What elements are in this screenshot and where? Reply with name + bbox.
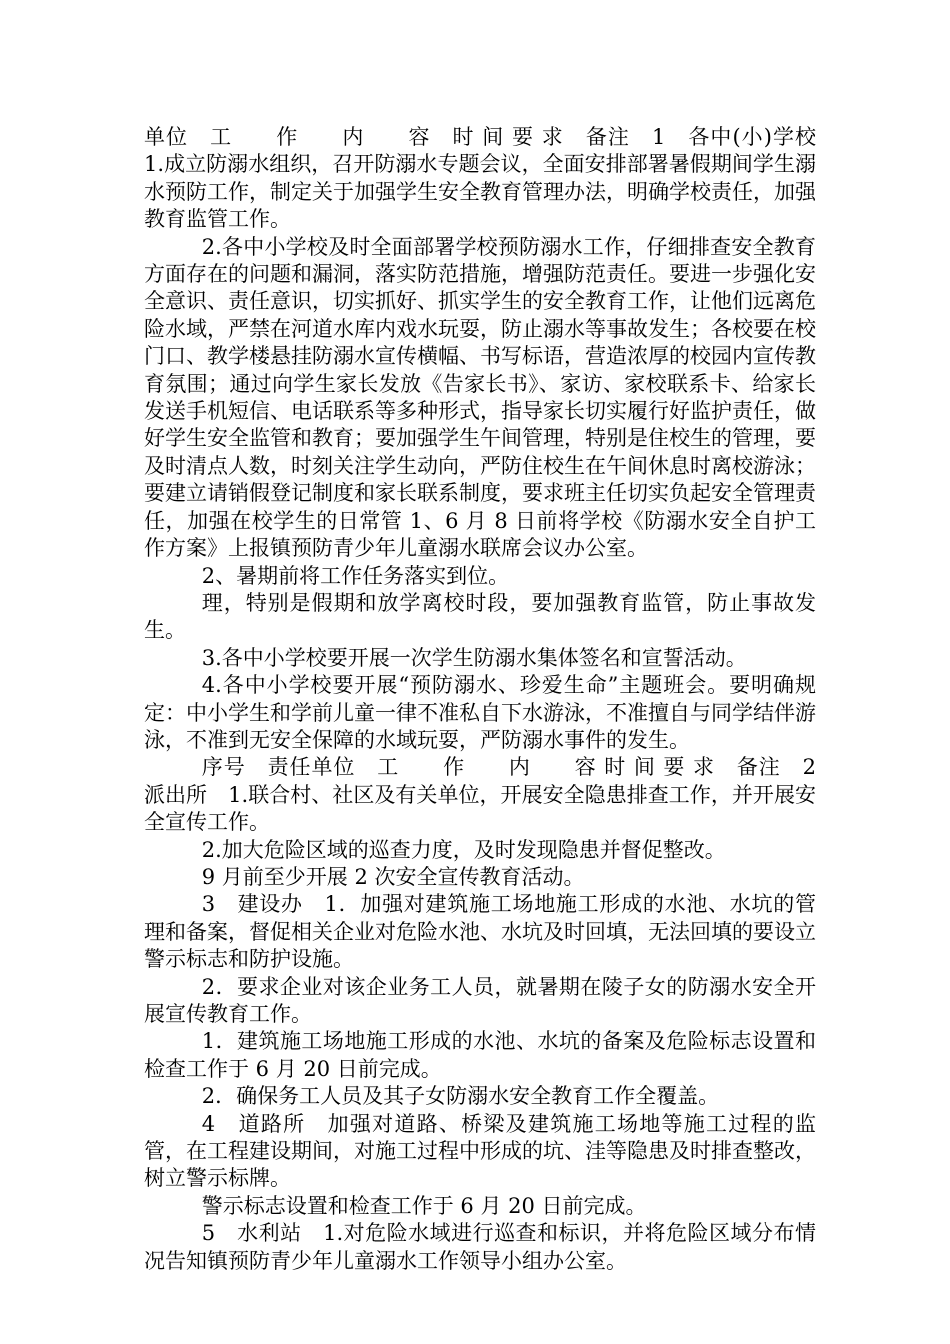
- paragraph-11: 2．要求企业对该企业务工人员，就暑期在陵子女的防溺水安全开展宣传教育工作。: [144, 974, 816, 1026]
- document-page: [144, 124, 837, 1275]
- paragraph-2: 2.各中小学校及时全面部署学校预防溺水工作，仔细排查安全教育方面存在的问题和漏洞，落实防范措施，增强防范责任。要进一步强化安全意识、责任意识，切实抓好、抓实学生的安全教育工作，让他们远离危险水域，严禁在河道水库内戏水玩耍，防止溺水等事故发生；各校要在校门口、教学楼悬挂防溺水宣传横幅、书写标语，营造浓厚的校园内宣传教育氛围；通过向学生家长发放《告家长书》、家访、家校联系卡、给家长发送手机短信、电话联系等多种形式，指导家长切实履行好监护责任，做好学生安全监管和教育；要加强学生午间管理，特别是住校生的管理，要及时清点人数，时刻关注学生动向，严防住校生在午间休息时离校游泳；要建立请销假登记制度和家长联系制度，要求班主任切实负起安全管理责任，加强在校学生的日常管 1、6 月 8 日前将学校《防溺水安全自护工作方案》上报镇预防青少年儿童溺水联席会议办公室。: [144, 234, 816, 561]
- paragraph-10: 3 建设办 1．加强对建筑施工场地施工形成的水池、水坑的管理和备案，督促相关企业对危险水池、水坑及时回填，无法回填的要设立警示标志和防护设施。: [144, 892, 816, 972]
- paragraph-3: 2、暑期前将工作任务落实到位。: [201, 563, 510, 588]
- paragraph-6: 4.各中小学校要开展“预防溺水、珍爱生命”主题班会。要明确规定：中小学生和学前儿童一律不准私自下水游泳，不准擅自与同学结伴游泳，不准到无安全保障的水域玩耍，严防溺水事件的发生。: [144, 673, 816, 752]
- paragraph-5: 3.各中小学校要开展一次学生防溺水集体签名和宣誓活动。: [201, 645, 747, 670]
- paragraph-4: 理，特别是假期和放学离校时段，要加强教育监管，防止事故发生。: [144, 590, 816, 643]
- paragraph-14: 4 道路所 加强对道路、桥梁及建筑施工场地等施工过程的监管，在工程建设期间，对施工过程中形成的坑、洼等隐患及时排查整改，树立警示标牌。: [144, 1111, 816, 1191]
- paragraph-7: 序号 责任单位 工 作 内 容 时 间 要 求 备注 2 派出所 1.联合村、社区及有关单位，开展安全隐患排查工作，并开展安全宣传工作。: [144, 755, 837, 835]
- paragraph-8: 2.加大危险区域的巡查力度，及时发现隐患并督促整改。: [201, 837, 726, 862]
- paragraph-13: 2．确保务工人员及其子女防溺水安全教育工作全覆盖。: [201, 1084, 720, 1109]
- paragraph-15: 警示标志设置和检查工作于 6 月 20 日前完成。: [201, 1193, 647, 1218]
- paragraph-16: 5 水利站 1.对危险水域进行巡查和标识，并将危险区域分布情况告知镇预防青少年儿童溺水工作领导小组办公室。: [144, 1221, 816, 1273]
- paragraph-12: 1．建筑施工场地施工形成的水池、水坑的备案及危险标志设置和检查工作于 6 月 20 日前完成。: [144, 1029, 816, 1081]
- paragraph-9: 9 月前至少开展 2 次安全宣传教育活动。: [201, 864, 585, 889]
- paragraph-1: 单位 工 作 内 容 时 间 要 求 备注 1 各中(小)学校 1.成立防溺水组织，召开防溺水专题会议，全面安排部署暑假期间学生溺水预防工作，制定关于加强学生安全教育管理办法，明确学校责任，加强教育监管工作。: [144, 125, 837, 232]
